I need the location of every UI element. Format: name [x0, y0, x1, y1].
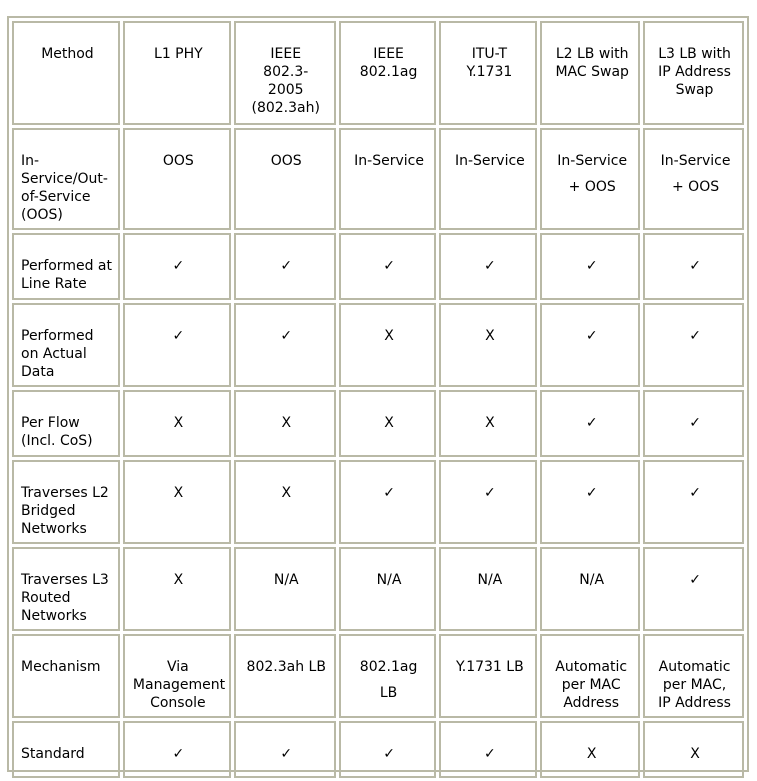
- table-cell: In-Service + OOS: [540, 128, 640, 230]
- table-cell: X: [123, 390, 231, 457]
- row-label: Traverses L3 Routed Networks: [12, 547, 120, 631]
- table-cell: ✓: [234, 303, 336, 387]
- row-label: Performed on Actual Data: [12, 303, 120, 387]
- table-cell: In-Service: [339, 128, 437, 230]
- table-row: [12, 303, 744, 387]
- table-cell: ✓: [643, 303, 744, 387]
- table-row: [12, 233, 744, 300]
- table-cell: 802.1ag LB: [339, 634, 437, 718]
- table-cell: ✓: [234, 721, 336, 778]
- table-cell: ✓: [439, 460, 537, 544]
- table-cell: X: [234, 460, 336, 544]
- table-cell: N/A: [439, 547, 537, 631]
- table-cell: 802.3ah LB: [234, 634, 336, 718]
- header-cell-l3-lb: L3 LB with IP Address Swap: [643, 21, 744, 125]
- table-cell: Automatic per MAC, IP Address: [643, 634, 744, 718]
- table-row: [12, 390, 744, 457]
- row-label: Per Flow (Incl. CoS): [12, 390, 120, 457]
- table-cell: ✓: [339, 460, 437, 544]
- table-cell: In-Service + OOS: [643, 128, 744, 230]
- table-cell: ✓: [339, 233, 437, 300]
- table-cell: X: [123, 460, 231, 544]
- table-cell: ✓: [643, 390, 744, 457]
- row-label: Performed at Line Rate: [12, 233, 120, 300]
- table-cell: In-Service: [439, 128, 537, 230]
- table-cell: ✓: [234, 233, 336, 300]
- table-cell: X: [540, 721, 640, 778]
- header-cell-method: Method: [12, 21, 120, 125]
- table-cell: ✓: [540, 390, 640, 457]
- table-cell: ✓: [439, 233, 537, 300]
- table-cell: X: [339, 303, 437, 387]
- loopback-comparison-table: [9, 18, 747, 781]
- table-cell: N/A: [540, 547, 640, 631]
- table-cell: Automatic per MAC Address: [540, 634, 640, 718]
- table-row: [12, 128, 744, 230]
- table-cell: Via Management Console: [123, 634, 231, 718]
- table-cell: ✓: [123, 233, 231, 300]
- table-cell: ✓: [643, 460, 744, 544]
- row-label: Traverses L2 Bridged Networks: [12, 460, 120, 544]
- header-cell-ieee-8023: IEEE 802.3-2005 (802.3ah): [234, 21, 336, 125]
- header-cell-ieee-8021ag: IEEE 802.1ag: [339, 21, 437, 125]
- table-cell: X: [643, 721, 744, 778]
- table-cell: X: [339, 390, 437, 457]
- table-cell: ✓: [540, 303, 640, 387]
- row-label: In-Service/Out-of-Service (OOS): [12, 128, 120, 230]
- table-cell: ✓: [123, 303, 231, 387]
- table-cell: ✓: [540, 460, 640, 544]
- table-cell: ✓: [123, 721, 231, 778]
- table-row: [12, 460, 744, 544]
- header-cell-l1-phy: L1 PHY: [123, 21, 231, 125]
- table-row: [12, 634, 744, 718]
- header-cell-itu-y1731: ITU-T Y.1731: [439, 21, 537, 125]
- table-cell: Y.1731 LB: [439, 634, 537, 718]
- table-cell: OOS: [123, 128, 231, 230]
- table-cell: ✓: [643, 547, 744, 631]
- table-row: [12, 547, 744, 631]
- table-cell: N/A: [234, 547, 336, 631]
- table-cell: N/A: [339, 547, 437, 631]
- table-cell: OOS: [234, 128, 336, 230]
- table-cell: ✓: [540, 233, 640, 300]
- row-label: Mechanism: [12, 634, 120, 718]
- table-cell: ✓: [439, 721, 537, 778]
- row-label: Standard: [12, 721, 120, 778]
- table-cell: X: [439, 303, 537, 387]
- table-cell: ✓: [643, 233, 744, 300]
- header-row: [12, 21, 744, 125]
- table-cell: ✓: [339, 721, 437, 778]
- table-cell: X: [123, 547, 231, 631]
- table-cell: X: [439, 390, 537, 457]
- table-cell: X: [234, 390, 336, 457]
- table-row: [12, 721, 744, 778]
- comparison-table-frame: [7, 16, 749, 772]
- header-cell-l2-lb: L2 LB with MAC Swap: [540, 21, 640, 125]
